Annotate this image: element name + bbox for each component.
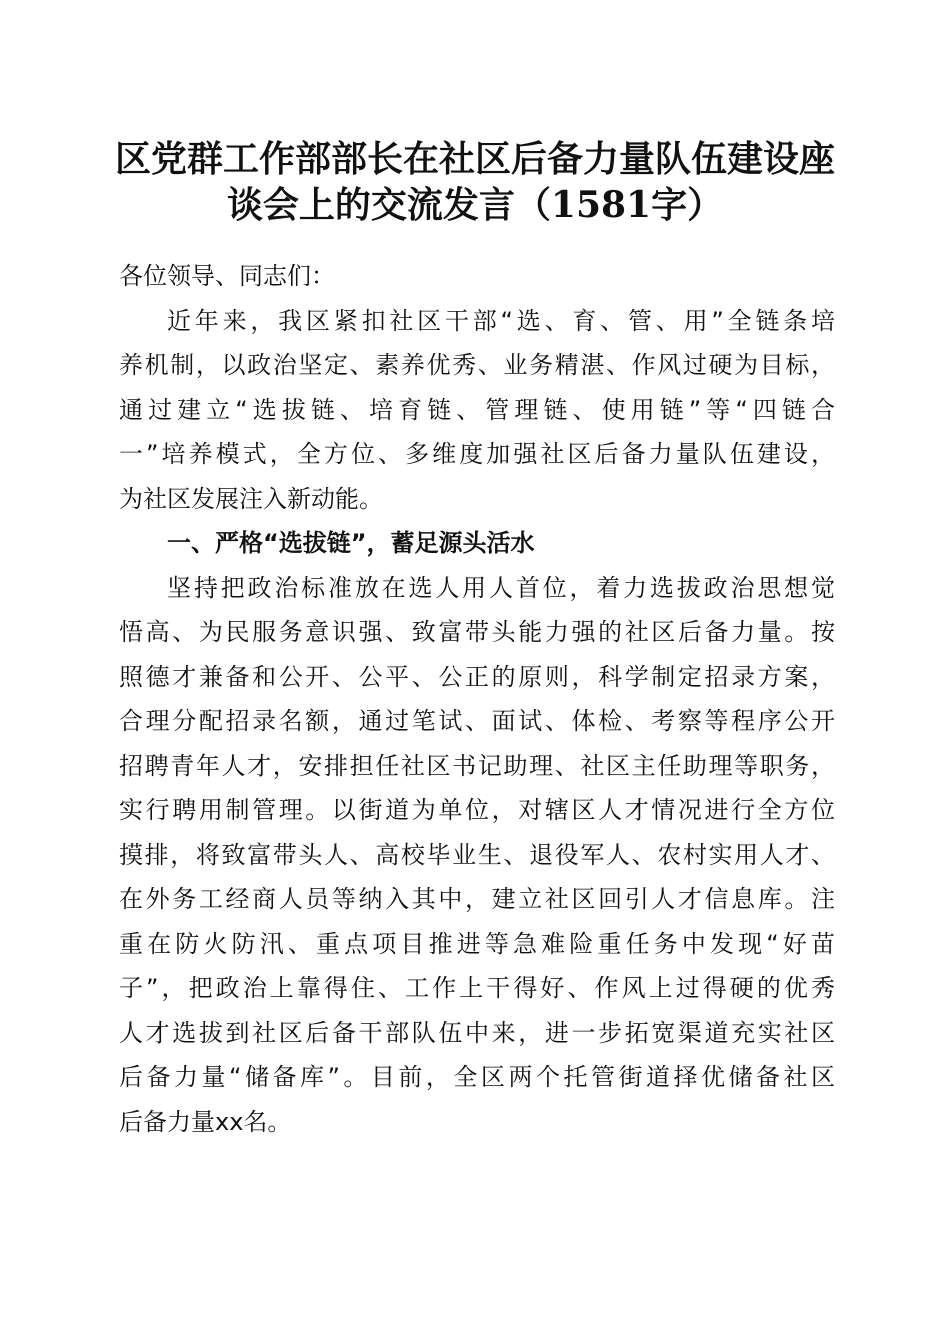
document-title	[100, 136, 850, 228]
section-line: 后备力量xx名。	[119, 1107, 292, 1136]
section-line: 坚持把政治标准放在选人用人首位，着力选拔政治思想觉	[167, 573, 835, 602]
salutation: 各位领导、同志们：	[119, 262, 335, 290]
section-line: 悟高、为民服务意识强、致富带头能力强的社区后备力量。按	[119, 618, 835, 646]
section-line: 人才选拔到社区后备干部队伍中来，进一步拓宽渠道充实社区	[119, 1018, 835, 1047]
document-body	[119, 254, 839, 1144]
section-line: 重在防火防汛、重点项目推进等急难险重任务中发现“好苗	[119, 929, 835, 958]
section-line: 在外务工经商人员等纳入其中，建立社区回引人才信息库。注	[119, 885, 835, 913]
intro-line: 通过建立“选拔链、培育链、管理链、使用链”等“四链合	[119, 395, 835, 424]
title-line-2: 谈会上的交流发言（1581字）	[226, 184, 724, 226]
section-line: 招聘青年人才，安排担任社区书记助理、社区主任助理等职务，	[119, 751, 835, 780]
section-line: 摸排，将致富带头人、高校毕业生、退役军人、农村实用人才、	[119, 840, 835, 869]
section-line: 子”，把政治上靠得住、工作上干得好、作风上过得硬的优秀	[119, 974, 835, 1002]
section-line: 后备力量“储备库”。目前，全区两个托管街道择优储备社区	[119, 1063, 835, 1091]
section-line: 合理分配招录名额，通过笔试、面试、体检、考察等程序公开	[119, 707, 835, 735]
title-line-1: 区党群工作部部长在社区后备力量队伍建设座	[114, 138, 835, 180]
section-heading: 一、严格“选拔链”，蓄足源头活水	[167, 529, 535, 557]
intro-line: 一”培养模式，全方位、多维度加强社区后备力量队伍建设，	[119, 440, 835, 468]
section-line: 照德才兼备和公开、公平、公正的原则，科学制定招录方案，	[119, 662, 835, 691]
intro-line: 近年来，我区紧扣社区干部“选、育、管、用”全链条培	[167, 306, 835, 335]
intro-line: 养机制，以政治坚定、素养优秀、业务精湛、作风过硬为目标，	[119, 351, 835, 379]
intro-line: 为社区发展注入新动能。	[119, 484, 383, 513]
section-line: 实行聘用制管理。以街道为单位，对辖区人才情况进行全方位	[119, 796, 835, 824]
